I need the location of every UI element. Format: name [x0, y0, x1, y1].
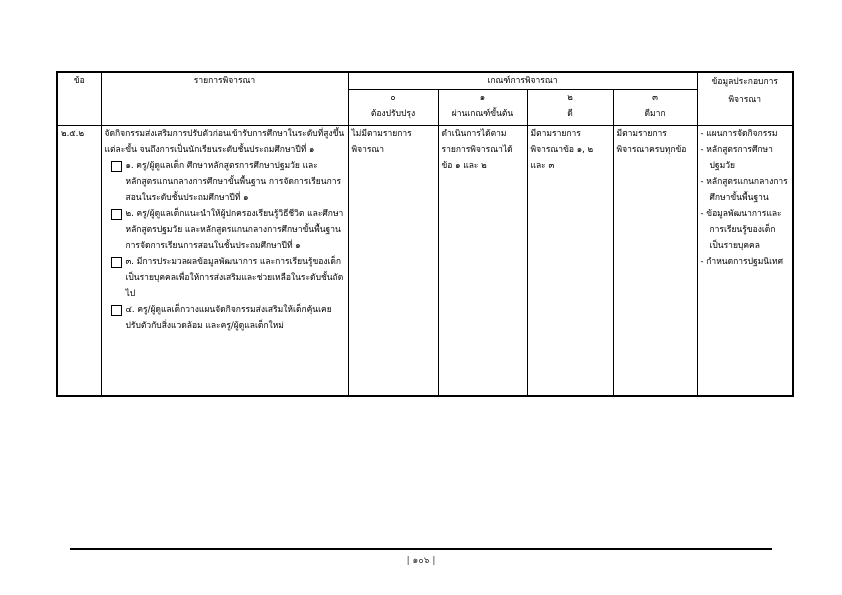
checklist-text: ๑. ครู/ผู้ดูแลเด็ก ศึกษาหลักสูตรการศึกษาปฐมวัย และหลักสูตรแกนกลางการศึกษาขั้นพื้นฐาน การจัดการเรียนการสอนในระดับชั้นประถมศึกษาปีที่ ๑ — [125, 161, 342, 203]
info-item: - ข้อมูลพัฒนาการและการเรียนรู้ของเด็กเป็นรายบุคคล — [700, 209, 782, 251]
score-number: ๒ — [567, 93, 573, 103]
criteria-score-1: ดำเนินการได้ตามรายการพิจารณาได้ ข้อ ๑ และ ๒ — [438, 126, 527, 397]
item-intro: จัดกิจกรรมส่งเสริมการปรับตัวก่อนเข้ารับการศึกษาในระดับที่สูงขึ้นแต่ละขั้น จนถึงการเป็นนักเรียนระดับชั้นประถมศึกษาปีที่ ๑ — [104, 129, 345, 155]
checklist-text: ๓. มีการประมวลผลข้อมูลพัฒนาการ และการเรียนรู้ของเด็กเป็นรายบุคคลเพื่อให้การส่งเสริมและช่วยเหลือในระดับชั้นถัดไป — [125, 257, 344, 299]
header-no: ข้อ — [57, 72, 101, 126]
info-item: - แผนการจัดกิจกรรม — [700, 129, 778, 139]
info-item: - หลักสูตรการศึกษาปฐมวัย — [700, 145, 773, 171]
table-row — [57, 126, 793, 397]
header-item: รายการพิจารณา — [101, 72, 348, 126]
checklist-text: ๒. ครู/ผู้ดูแลเด็กแนะนำให้ผู้ปกครองเรียนรู้วิธีชีวิต และศึกษาหลักสูตรปฐมวัย และหลักสูตรแกนกลางการศึกษาขั้นพื้นฐาน การจัดการเรียนการสอนในชั้นประถมศึกษาปีที่ ๑ — [125, 209, 344, 251]
info-item: - หลักสูตรแกนกลางการศึกษาขั้นพื้นฐาน — [700, 177, 788, 203]
checklist-item — [111, 206, 345, 254]
score-number: ๓ — [652, 93, 658, 103]
criteria-score-2: มีตามรายการพิจารณาข้อ ๑, ๒ และ ๓ — [527, 126, 613, 397]
page-number: | ๑๐๖ | — [406, 556, 436, 566]
row-number: ๒.๕.๒ — [57, 126, 101, 397]
criteria-score-3: มีตามรายการพิจารณาครบทุกข้อ — [613, 126, 697, 397]
checklist-item — [111, 254, 345, 302]
checkbox[interactable] — [111, 257, 122, 268]
header-info: ข้อมูลประกอบการพิจารณา — [697, 72, 793, 126]
score-label: ดีมาก — [644, 109, 666, 119]
header-score-2 — [527, 90, 613, 126]
evaluation-table — [56, 71, 794, 397]
checkbox[interactable] — [111, 161, 122, 172]
criteria-score-0: ไม่มีตามรายการพิจารณา — [348, 126, 438, 397]
header-score-3 — [613, 90, 697, 126]
score-label: ผ่านเกณฑ์ขั้นต้น — [451, 109, 514, 119]
footer-divider — [70, 548, 772, 550]
checklist-item — [111, 302, 345, 334]
checkbox[interactable] — [111, 209, 122, 220]
checklist-text: ๔. ครู/ผู้ดูแลเด็กวางแผนจัดกิจกรรมส่งเสริมให้เด็กคุ้นเคย ปรับตัวกับสิ่งแวดล้อม และครู/ผู้ดูแลเด็กใหม่ — [125, 305, 332, 331]
score-number: ๑ — [479, 93, 486, 103]
score-label: ดี — [567, 109, 573, 119]
header-score-0 — [348, 90, 438, 126]
header-score-1 — [438, 90, 527, 126]
checklist-item — [111, 158, 345, 206]
score-label: ต้องปรับปรุง — [370, 109, 416, 119]
row-item — [101, 126, 348, 397]
supporting-info — [697, 126, 793, 397]
info-item: - กำหนดการปฐมนิเทศ — [700, 257, 784, 267]
score-number: ๐ — [390, 93, 396, 103]
checkbox[interactable] — [111, 305, 122, 316]
header-criteria: เกณฑ์การพิจารณา — [348, 72, 697, 90]
